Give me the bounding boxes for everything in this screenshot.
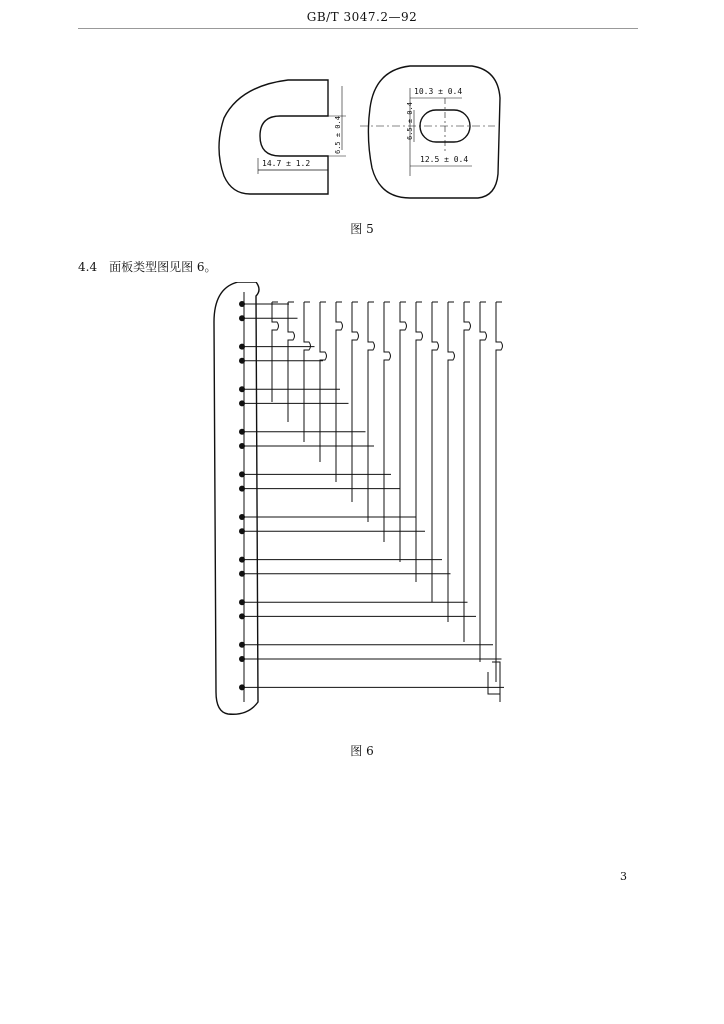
page-header [0,10,724,24]
terminal-dot [239,656,245,662]
dim-o-height: 6.5 ± 0.4 [406,102,414,140]
section-number: 4.4 [78,260,98,274]
terminal-dot [239,344,245,350]
terminal-dot [239,386,245,392]
wire-path [496,302,503,682]
wire-tail [488,662,500,702]
wire-path [352,302,359,502]
terminal-dot [239,557,245,563]
page-number: 3 [620,870,627,883]
terminal-dot [239,684,245,690]
terminal-dot [239,613,245,619]
dim-u-width: 14.7 ± 1.2 [262,159,311,168]
header-rule [78,28,638,29]
dim-u-height: 6.5 ± 0.4 [334,116,342,154]
terminal-dot [239,486,245,492]
dim-o-top: 10.3 ± 0.4 [414,87,463,96]
wire-path [320,302,327,462]
terminal-dot [239,514,245,520]
dim-o-bottom: 12.5 ± 0.4 [420,155,469,164]
terminal-dot [239,358,245,364]
wire-path [384,302,391,542]
terminal-dot [239,429,245,435]
wire-path [400,302,407,562]
terminal-dot [239,315,245,321]
wire-path [272,302,279,402]
figure-6-drawing [208,282,508,722]
wire-path [432,302,439,602]
terminal-dot [239,642,245,648]
wire-path [288,302,295,422]
standard-number: GB/T 3047.2—92 [306,10,418,24]
terminal-dot [239,571,245,577]
section-4-4 [78,258,217,275]
terminal-dot [239,471,245,477]
wire-path [464,302,471,642]
wire-path [336,302,343,482]
figure-5-drawing [210,58,510,208]
terminal-dot [239,599,245,605]
figure-5-caption: 图 5 [350,222,374,236]
terminal-dot [239,301,245,307]
wire-path [480,302,487,662]
section-text: 面板类型图见图 6。 [109,260,217,274]
terminal-dot [239,443,245,449]
wire-path [416,302,423,582]
terminal-dot [239,400,245,406]
terminal-dot [239,528,245,534]
wire-path [304,302,311,442]
figure-6-caption: 图 6 [350,744,374,758]
